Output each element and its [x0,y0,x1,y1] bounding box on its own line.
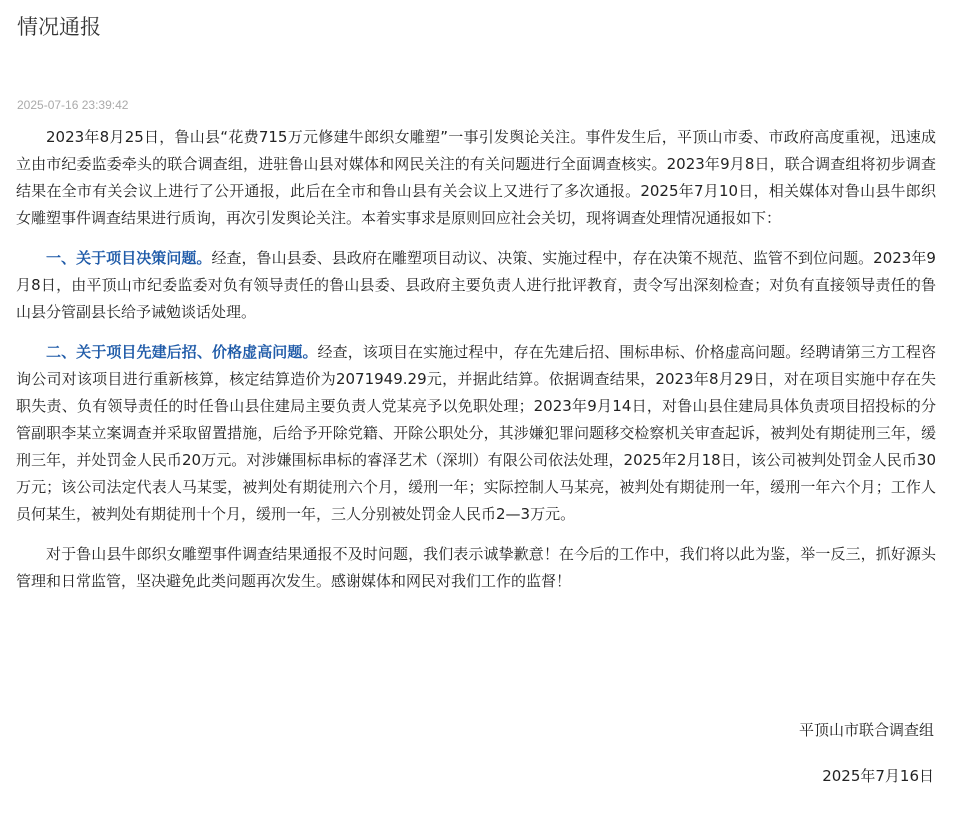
section-2-heading: 二、关于项目先建后招、价格虚高问题。 [46,343,318,361]
signature-date: 2025年7月16日 [822,767,934,785]
section-1-heading: 一、关于项目决策问题。 [46,249,212,267]
closing-paragraph: 对于鲁山县牛郎织女雕塑事件调查结果通报不及时问题，我们表示诚挚歉意！在今后的工作中，我们将以此为鉴，举一反三，抓好源头管理和日常监管，坚决避免此类问题再次发生。感谢媒体和网民对我们工作的监督！ [16,545,936,590]
section-1-body: 经查，鲁山县委、县政府在雕塑项目动议、决策、实施过程中，存在决策不规范、监管不到位问题。2023年9月8日，由平顶山市纪委监委对负有领导责任的鲁山县委、县政府主要负责人进行批评教育，责令写出深刻检查；对负有直接领导责任的鲁山县分管副县长给予诫勉谈话处理。 [16,249,936,321]
intro-paragraph: 2023年8月25日，鲁山县“花费715万元修建牛郎织女雕塑”一事引发舆论关注。事件发生后，平顶山市委、市政府高度重视，迅速成立由市纪委监委牵头的联合调查组，进驻鲁山县对媒体和网民关注的有关问题进行全面调查核实。2023年9月8日，联合调查组将初步调查结果在全市有关会议上进行了公开通报，此后在全市和鲁山县有关会议上又进行了多次通报。2025年7月10日，相关媒体对鲁山县牛郎织女雕塑事件调查结果进行质询，再次引发舆论关注。本着实事求是原则回应社会关切，现将调查处理情况通报如下： [16,128,936,227]
publish-timestamp: 2025-07-16 23:39:42 [17,98,129,112]
signature-organization: 平顶山市联合调查组 [798,721,934,739]
article-body [16,124,936,608]
section-2-paragraph [16,339,936,528]
section-2-body: 经查，该项目在实施过程中，存在先建后招、围标串标、价格虚高问题。经聘请第三方工程咨询公司对该项目进行重新核算，核定结算造价为2071949.29元，并据此结算。依据调查结果，2023年8月29日，对在项目实施中存在失职失责、负有领导责任的时任鲁山县住建局主要负责人党某亮予以免职处理；2023年9月14日，对鲁山县住建局具体负责项目招投标的分管副职李某立案调查并采取留置措施，后给予开除党籍、开除公职处分，其涉嫌犯罪问题移交检察机关审查起诉，被判处有期徒刑三年，缓刑三年，并处罚金人民币20万元。对涉嫌围标串标的睿泽艺术（深圳）有限公司依法处理，2025年2月18日，该公司被判处罚金人民币30万元；该公司法定代表人马某雯，被判处有期徒刑六个月，缓刑一年；实际控制人马某亮，被判处有期徒刑一年，缓刑一年六个月；工作人员何某生，被判处有期徒刑十个月，缓刑一年，三人分别被处罚金人民币2—3万元。 [16,343,936,523]
section-1-paragraph [16,245,936,326]
page-title: 情况通报 [17,15,101,39]
